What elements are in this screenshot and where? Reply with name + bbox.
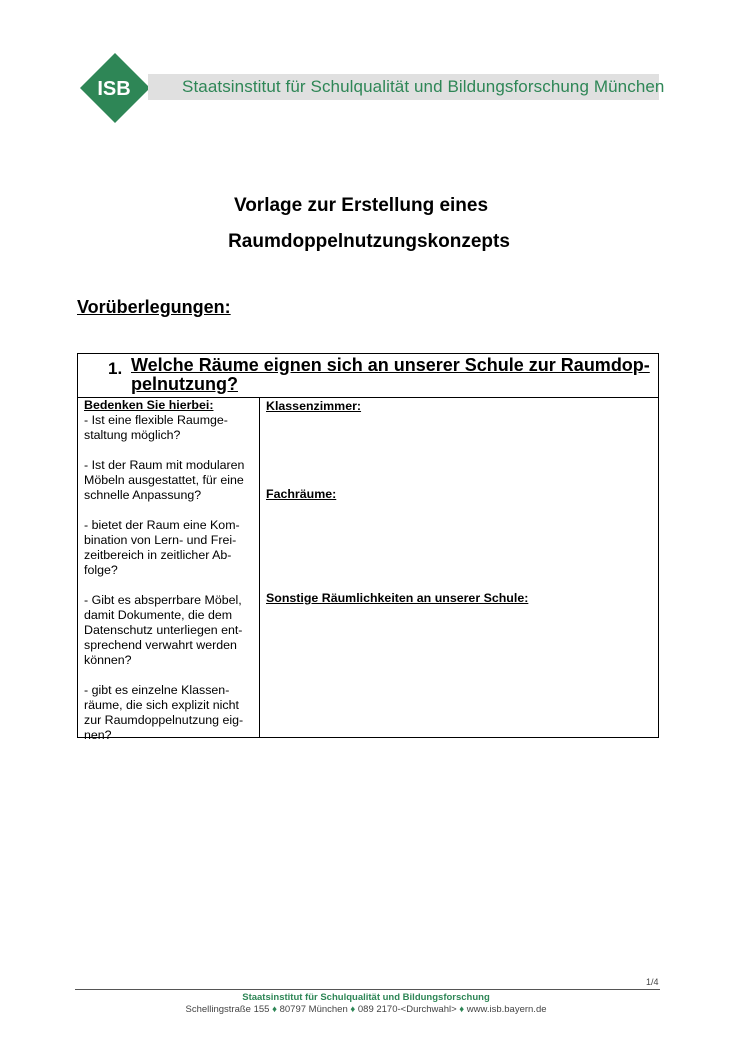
footer-divider <box>75 989 660 990</box>
subject-rooms-label: Fachräume: <box>266 487 337 501</box>
separator-icon: ♦ <box>459 1004 465 1015</box>
column-divider <box>259 397 260 737</box>
footer-address: Schellingstraße 155 <box>185 1004 270 1015</box>
classrooms-label: Klassenzimmer: <box>266 399 362 413</box>
consideration-item: - Gibt es absperrbare Möbel, damit Dokumente, die dem Datenschutz unterliegen ent-sprechend verwahrt werden können? <box>84 593 243 667</box>
consideration-item: - bietet der Raum eine Kom-bination von Lern- und Frei-zeitbereich in zeitlicher Ab-folge? <box>84 518 240 577</box>
question-number: 1. <box>108 359 123 378</box>
footer-contact <box>0 1004 732 1015</box>
document-title-line2: Raumdoppelnutzungskonzepts <box>228 231 510 252</box>
footer-phone: 089 2170-<Durchwahl> <box>357 1004 457 1015</box>
consideration-item: - Ist der Raum mit modularen Möbeln ausgestattet, für eine schnelle Anpassung? <box>84 458 245 502</box>
footer-city: 80797 München <box>279 1004 348 1015</box>
separator-icon: ♦ <box>350 1004 356 1015</box>
page-number: 1/4 <box>646 977 659 987</box>
logo-text: ISB <box>97 78 131 100</box>
considerations-label: Bedenken Sie hierbei: <box>84 398 214 412</box>
consideration-item: - Ist eine flexible Raumge-staltung möglich? <box>84 413 228 442</box>
question-text: Welche Räume eignen sich an unserer Schule zur Raumdop-pelnutzung? <box>131 355 650 394</box>
question-table <box>77 353 659 742</box>
separator-icon: ♦ <box>272 1004 277 1015</box>
isb-logo <box>80 53 150 123</box>
consideration-item: - gibt es einzelne Klassen-räume, die sich explizit nicht zur Raumdoppelnutzung eig-nen? <box>84 683 244 742</box>
other-rooms-label: Sonstige Räumlichkeiten an unserer Schule: <box>266 591 529 605</box>
considerations-column <box>84 398 256 743</box>
section-heading: Vorüberlegungen: <box>77 297 231 317</box>
footer-web: www.isb.bayern.de <box>466 1004 547 1015</box>
table-header-row <box>78 354 658 398</box>
institute-name: Staatsinstitut für Schulqualität und Bildungsforschung München <box>182 77 665 96</box>
document-title-line1: Vorlage zur Erstellung eines <box>233 195 489 216</box>
footer-institute: Staatsinstitut für Schulqualität und Bildungsforschung <box>242 992 490 1003</box>
header-band <box>148 74 665 100</box>
